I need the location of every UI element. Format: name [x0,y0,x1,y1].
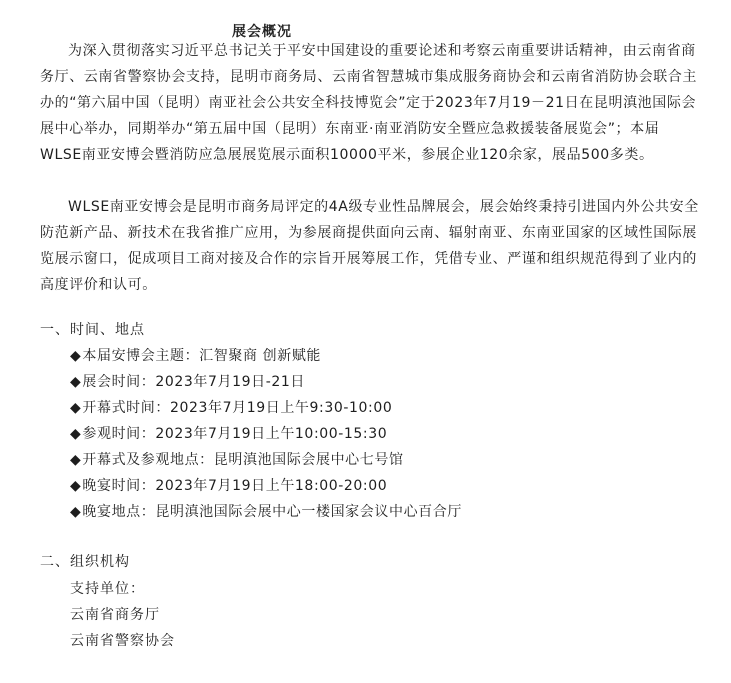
diamond-bullet-icon: ◆ [70,478,82,494]
intro-paragraph-1: 为深入贯彻落实习近平总书记关于平安中国建设的重要论述和考察云南重要讲话精神，由云南省商务厅、云南省警察协会支持，昆明市商务局、云南省智慧城市集成服务商协会和云南省消防协会联合主办的“第六届中国（昆明）南亚社会公共安全科技博览会”定于2023年7月19－21日在昆明滇池国际会展中心举办，同期举办“第五届中国（昆明）东南亚·南亚消防安全暨应急救援装备展览会”；本届WLSE南亚安博会暨消防应急展展览展示面积10000平米，参展企业120余家，展品500多类。 [40,43,697,163]
list-item: 云南省警察协会 [70,633,175,649]
list-item-text: 晚宴地点：昆明滇池国际会展中心一楼国家会议中心百合厅 [82,504,462,520]
diamond-bullet-icon: ◆ [70,426,82,442]
list-item [70,447,462,473]
list-item [70,473,462,499]
list-item: 云南省商务厅 [70,607,160,623]
list-item [70,343,462,369]
list-item-text: 展会时间：2023年7月19日-21日 [82,374,305,390]
page-title: 展会概况 [232,24,292,40]
list-item-text: 开幕式及参观地点：昆明滇池国际会展中心七号馆 [82,452,404,468]
schedule-list [70,343,462,525]
list-item [70,369,462,395]
organization-list [70,576,175,654]
diamond-bullet-icon: ◆ [70,452,82,468]
list-item-text: 本届安博会主题：汇智聚商 创新赋能 [82,348,322,364]
section-heading-time-location: 一、时间、地点 [40,322,145,338]
diamond-bullet-icon: ◆ [70,374,82,390]
list-item-text: 晚宴时间：2023年7月19日上午18:00-20:00 [82,478,388,494]
diamond-bullet-icon: ◆ [70,504,82,520]
list-item [70,421,462,447]
intro-paragraph-2: WLSE南亚安博会是昆明市商务局评定的4A级专业性品牌展会，展会始终秉持引进国内外公共安全防范新产品、新技术在我省推广应用，为参展商提供面向云南、辐射南亚、东南亚国家的区域性国际展览展示窗口，促成项目工商对接及合作的宗旨开展筹展工作，凭借专业、严谨和组织规范得到了业内的高度评价和认可。 [40,199,699,293]
list-item [70,499,462,525]
list-item-text: 参观时间：2023年7月19日上午10:00-15:30 [82,426,388,442]
section-heading-organization: 二、组织机构 [40,554,130,570]
list-item [70,395,462,421]
supporting-units-label: 支持单位： [70,581,145,597]
list-item-text: 开幕式时间：2023年7月19日上午9:30-10:00 [82,400,393,416]
diamond-bullet-icon: ◆ [70,400,82,416]
diamond-bullet-icon: ◆ [70,348,82,364]
